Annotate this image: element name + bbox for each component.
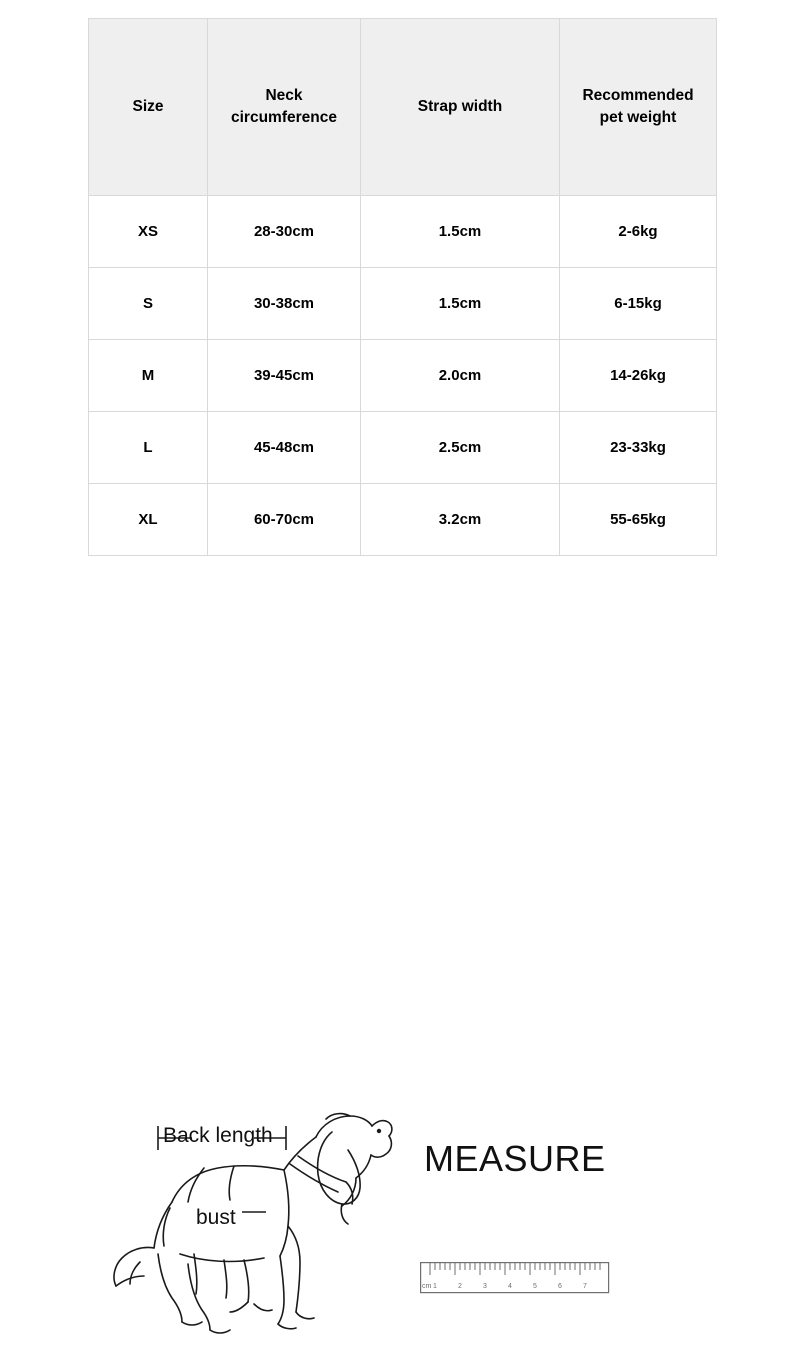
cell-size: M: [89, 340, 208, 412]
header-label-neck-line2: circumference: [231, 109, 337, 126]
header-cell-neck-circumference: [208, 19, 361, 196]
table-row: [89, 484, 717, 556]
cell-strap: 1.5cm: [361, 268, 560, 340]
cell-size: XS: [89, 196, 208, 268]
header-label-weight-line1: Recommended: [582, 86, 694, 104]
ruler-tick-3: 3: [483, 1283, 487, 1290]
ruler-icon: [420, 1262, 610, 1308]
table-row: [89, 412, 717, 484]
header-cell-size: [89, 19, 208, 196]
table-body: [89, 196, 717, 556]
ruler-unit-label: cm: [422, 1283, 432, 1290]
cell-neck: 28-30cm: [208, 196, 361, 268]
back-length-label: Back length: [163, 1124, 273, 1147]
header-label-weight-line2: pet weight: [599, 109, 677, 126]
size-chart-table: [88, 18, 717, 556]
measurement-illustration: [0, 556, 800, 1290]
table-row: [89, 340, 717, 412]
ruler-tick-4: 4: [508, 1283, 512, 1290]
header-cell-pet-weight: [560, 19, 717, 196]
cell-strap: 2.0cm: [361, 340, 560, 412]
bust-label: bust: [196, 1206, 236, 1229]
header-cell-strap-width: [361, 19, 560, 196]
cell-neck: 39-45cm: [208, 340, 361, 412]
measure-title: MEASURE: [424, 1138, 606, 1179]
cell-neck: 30-38cm: [208, 268, 361, 340]
cell-strap: 2.5cm: [361, 412, 560, 484]
header-label-neck-line1: Neck: [265, 86, 303, 104]
table-row: [89, 196, 717, 268]
table-header: [89, 19, 717, 196]
header-label-size: Size: [132, 97, 164, 115]
ruler-tick-2: 2: [458, 1283, 462, 1290]
ruler-tick-6: 6: [558, 1283, 562, 1290]
cell-weight: 2-6kg: [560, 196, 717, 268]
cell-strap: 1.5cm: [361, 196, 560, 268]
cell-size: L: [89, 412, 208, 484]
ruler-tick-7: 7: [583, 1283, 587, 1290]
cell-size: S: [89, 268, 208, 340]
cell-weight: 14-26kg: [560, 340, 717, 412]
cell-neck: 45-48cm: [208, 412, 361, 484]
table-row: [89, 268, 717, 340]
cell-weight: 55-65kg: [560, 484, 717, 556]
cell-strap: 3.2cm: [361, 484, 560, 556]
ruler-tick-5: 5: [533, 1283, 537, 1290]
cell-size: XL: [89, 484, 208, 556]
ruler-tick-1: 1: [433, 1283, 437, 1290]
cell-weight: 23-33kg: [560, 412, 717, 484]
cell-weight: 6-15kg: [560, 268, 717, 340]
header-label-strap: Strap width: [417, 97, 503, 115]
table-header-row: [89, 19, 717, 196]
cell-neck: 60-70cm: [208, 484, 361, 556]
